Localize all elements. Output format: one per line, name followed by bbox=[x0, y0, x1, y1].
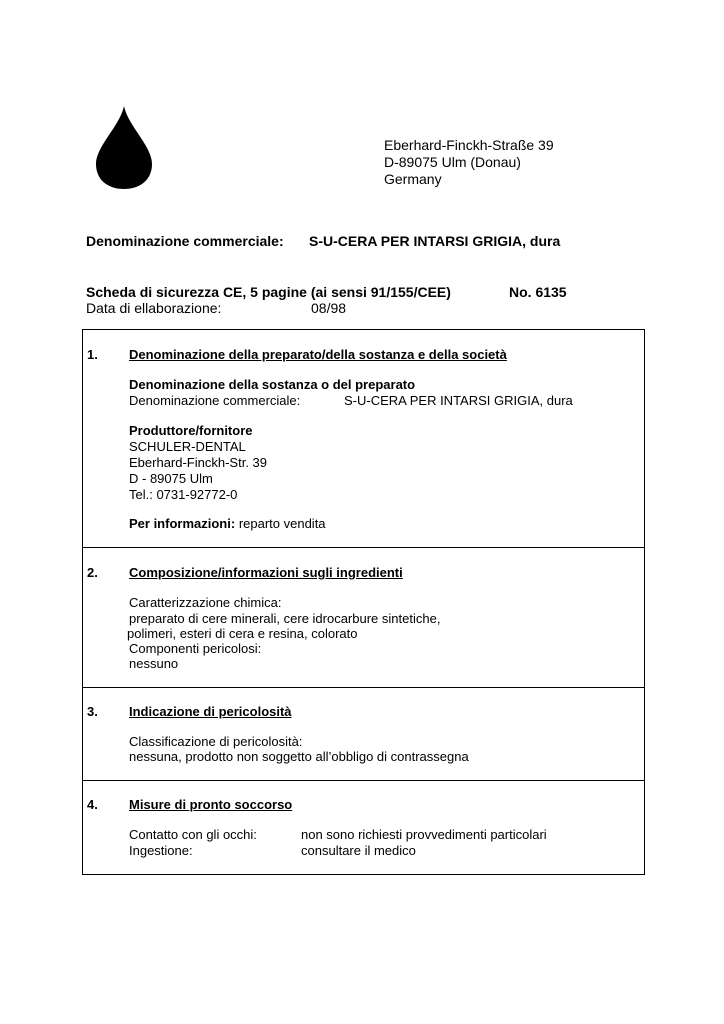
first-aid-value: consultare il medico bbox=[301, 843, 416, 858]
first-aid-label: Ingestione: bbox=[129, 843, 193, 858]
first-aid-value: non sono richiesti provvedimenti particolari bbox=[301, 827, 547, 842]
address-line-city: D-89075 Ulm (Donau) bbox=[384, 154, 521, 170]
section-2-number: 2. bbox=[87, 565, 98, 580]
section-3-title: Indicazione di pericolosità bbox=[129, 704, 292, 719]
sheet-number: No. 6135 bbox=[509, 284, 567, 300]
section-2-line: preparato di cere minerali, cere idrocarbure sintetiche, bbox=[129, 611, 441, 626]
section-1-title: Denominazione della preparato/della sostanza e della società bbox=[129, 347, 507, 362]
date-label: Data di ellaborazione: bbox=[86, 300, 222, 316]
address-block bbox=[384, 137, 554, 188]
section-3-line: Classificazione di pericolosità: bbox=[129, 734, 303, 749]
section-2-line: nessuno bbox=[129, 656, 179, 671]
section-1-subheading-producer: Produttore/fornitore bbox=[129, 423, 253, 438]
section-4-title: Misure di pronto soccorso bbox=[129, 797, 293, 812]
trade-name-label: Denominazione commerciale: bbox=[86, 233, 284, 249]
address-line-street: Eberhard-Finckh-Straße 39 bbox=[384, 137, 554, 153]
first-aid-label: Contatto con gli occhi: bbox=[129, 827, 257, 842]
section-2-line: Caratterizzazione chimica: bbox=[129, 595, 282, 610]
info-label: Per informazioni: bbox=[129, 516, 236, 531]
producer-city: D - 89075 Ulm bbox=[129, 471, 213, 486]
producer-street: Eberhard-Finckh-Str. 39 bbox=[129, 455, 268, 470]
date-value: 08/98 bbox=[311, 300, 347, 316]
section-2-line: polimeri, esteri di cera e resina, colorato bbox=[127, 626, 358, 641]
producer-phone: Tel.: 0731-92772-0 bbox=[129, 487, 238, 502]
sheet-title: Scheda di sicurezza CE, 5 pagine (ai sensi 91/155/CEE) bbox=[86, 284, 451, 300]
section-3-line: nessuna, prodotto non soggetto all’obbligo di contrassegna bbox=[129, 749, 469, 764]
producer-name: SCHULER-DENTAL bbox=[129, 439, 246, 454]
section-3-number: 3. bbox=[87, 704, 98, 719]
producer-block bbox=[129, 439, 267, 503]
section-4-number: 4. bbox=[87, 797, 98, 812]
section-2-line: Componenti pericolosi: bbox=[129, 641, 262, 656]
section-1-number: 1. bbox=[87, 347, 98, 362]
info-line bbox=[129, 516, 326, 532]
section-1-trade-value: S-U-CERA PER INTARSI GRIGIA, dura bbox=[344, 393, 573, 408]
drop-icon bbox=[94, 104, 154, 190]
section-1-subheading-substance: Denominazione della sostanza o del preparato bbox=[129, 377, 416, 392]
section-2-title: Composizione/informazioni sugli ingredienti bbox=[129, 565, 403, 580]
section-1-trade-label: Denominazione commerciale: bbox=[129, 393, 301, 408]
trade-name-value: S-U-CERA PER INTARSI GRIGIA, dura bbox=[309, 233, 561, 249]
address-line-country: Germany bbox=[384, 171, 442, 187]
info-value: reparto vendita bbox=[238, 516, 326, 531]
